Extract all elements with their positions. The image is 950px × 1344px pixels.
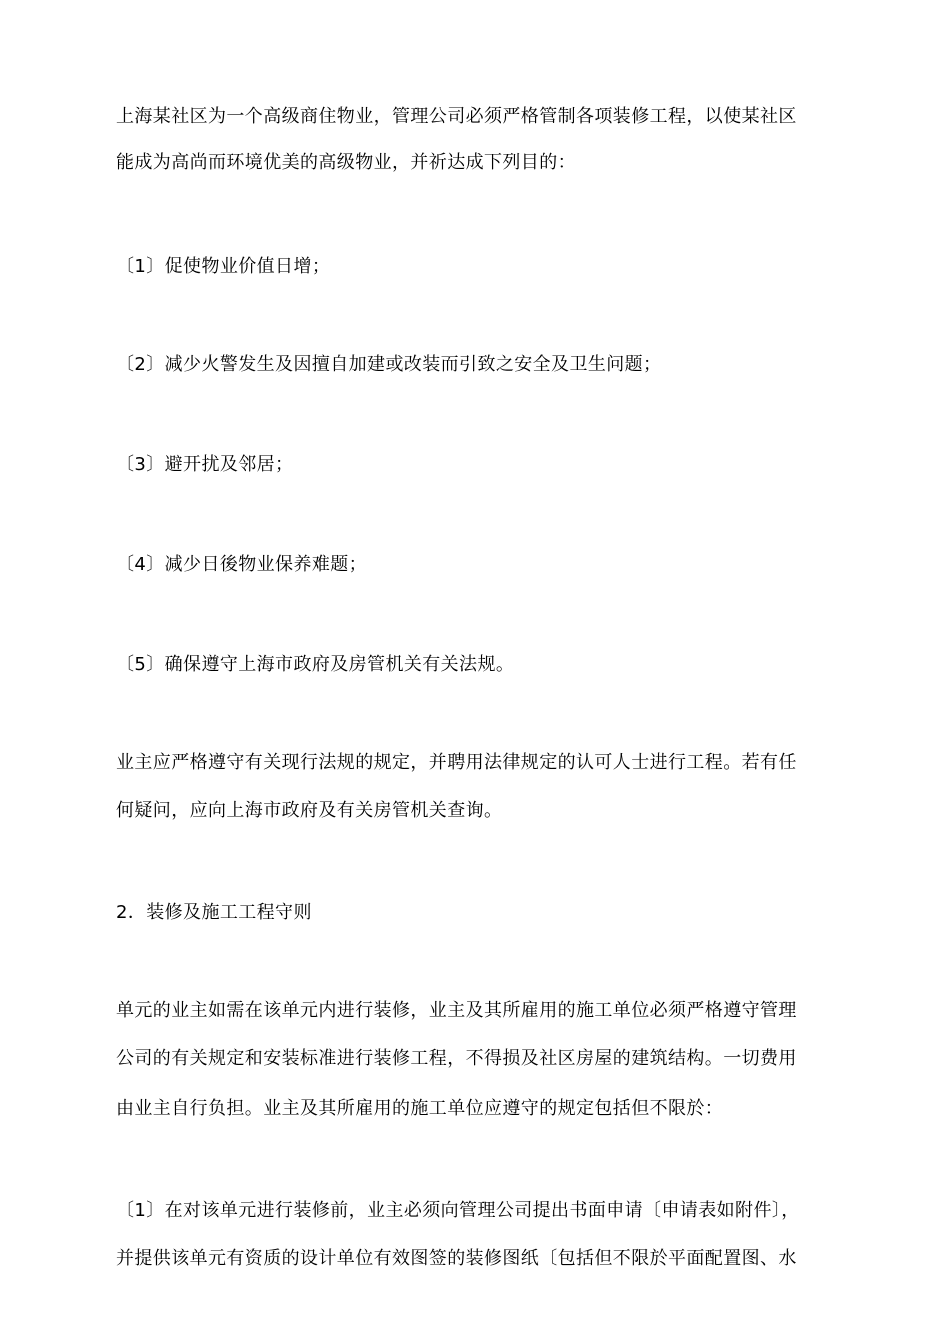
intro-line-1: 上海某社区为一个高级商住物业，管理公司必须严格管制各项装修工程，以使某社区 — [116, 106, 797, 127]
section-2-heading: 2．装修及施工工程守则 — [116, 902, 312, 923]
owner-note-line-2: 何疑问，应向上海市政府及有关房管机关查询。 — [116, 800, 503, 821]
goal-item-3: 〔3〕避开扰及邻居； — [116, 454, 294, 475]
goal-item-5: 〔5〕确保遵守上海市政府及房管机关有关法规。 — [116, 654, 515, 675]
goal-item-2: 〔2〕减少火警发生及因擅自加建或改装而引致之安全及卫生问题； — [116, 354, 662, 375]
section-2-para-line-3: 由业主自行负担。业主及其所雇用的施工单位应遵守的规定包括但不限於： — [116, 1098, 724, 1119]
section-2-para-line-1: 单元的业主如需在该单元内进行装修，业主及其所雇用的施工单位必须严格遵守管理 — [116, 1000, 797, 1021]
section-2-para-line-2: 公司的有关规定和安装标准进行装修工程，不得损及社区房屋的建筑结构。一切费用 — [116, 1048, 797, 1069]
section-2-item-1-line-1: 〔1〕在对该单元进行装修前，业主必须向管理公司提出书面申请〔申请表如附件〕， — [116, 1200, 800, 1221]
goal-item-1: 〔1〕促使物业价值日增； — [116, 256, 331, 277]
owner-note-line-1: 业主应严格遵守有关现行法规的规定，并聘用法律规定的认可人士进行工程。若有任 — [116, 752, 797, 773]
section-2-item-1-line-2: 并提供该单元有资质的设计单位有效图签的装修图纸〔包括但不限於平面配置图、水 — [116, 1248, 797, 1269]
goal-item-4: 〔4〕减少日後物业保养难题； — [116, 554, 368, 575]
intro-line-2: 能成为高尚而环境优美的高级物业，并祈达成下列目的： — [116, 152, 576, 173]
